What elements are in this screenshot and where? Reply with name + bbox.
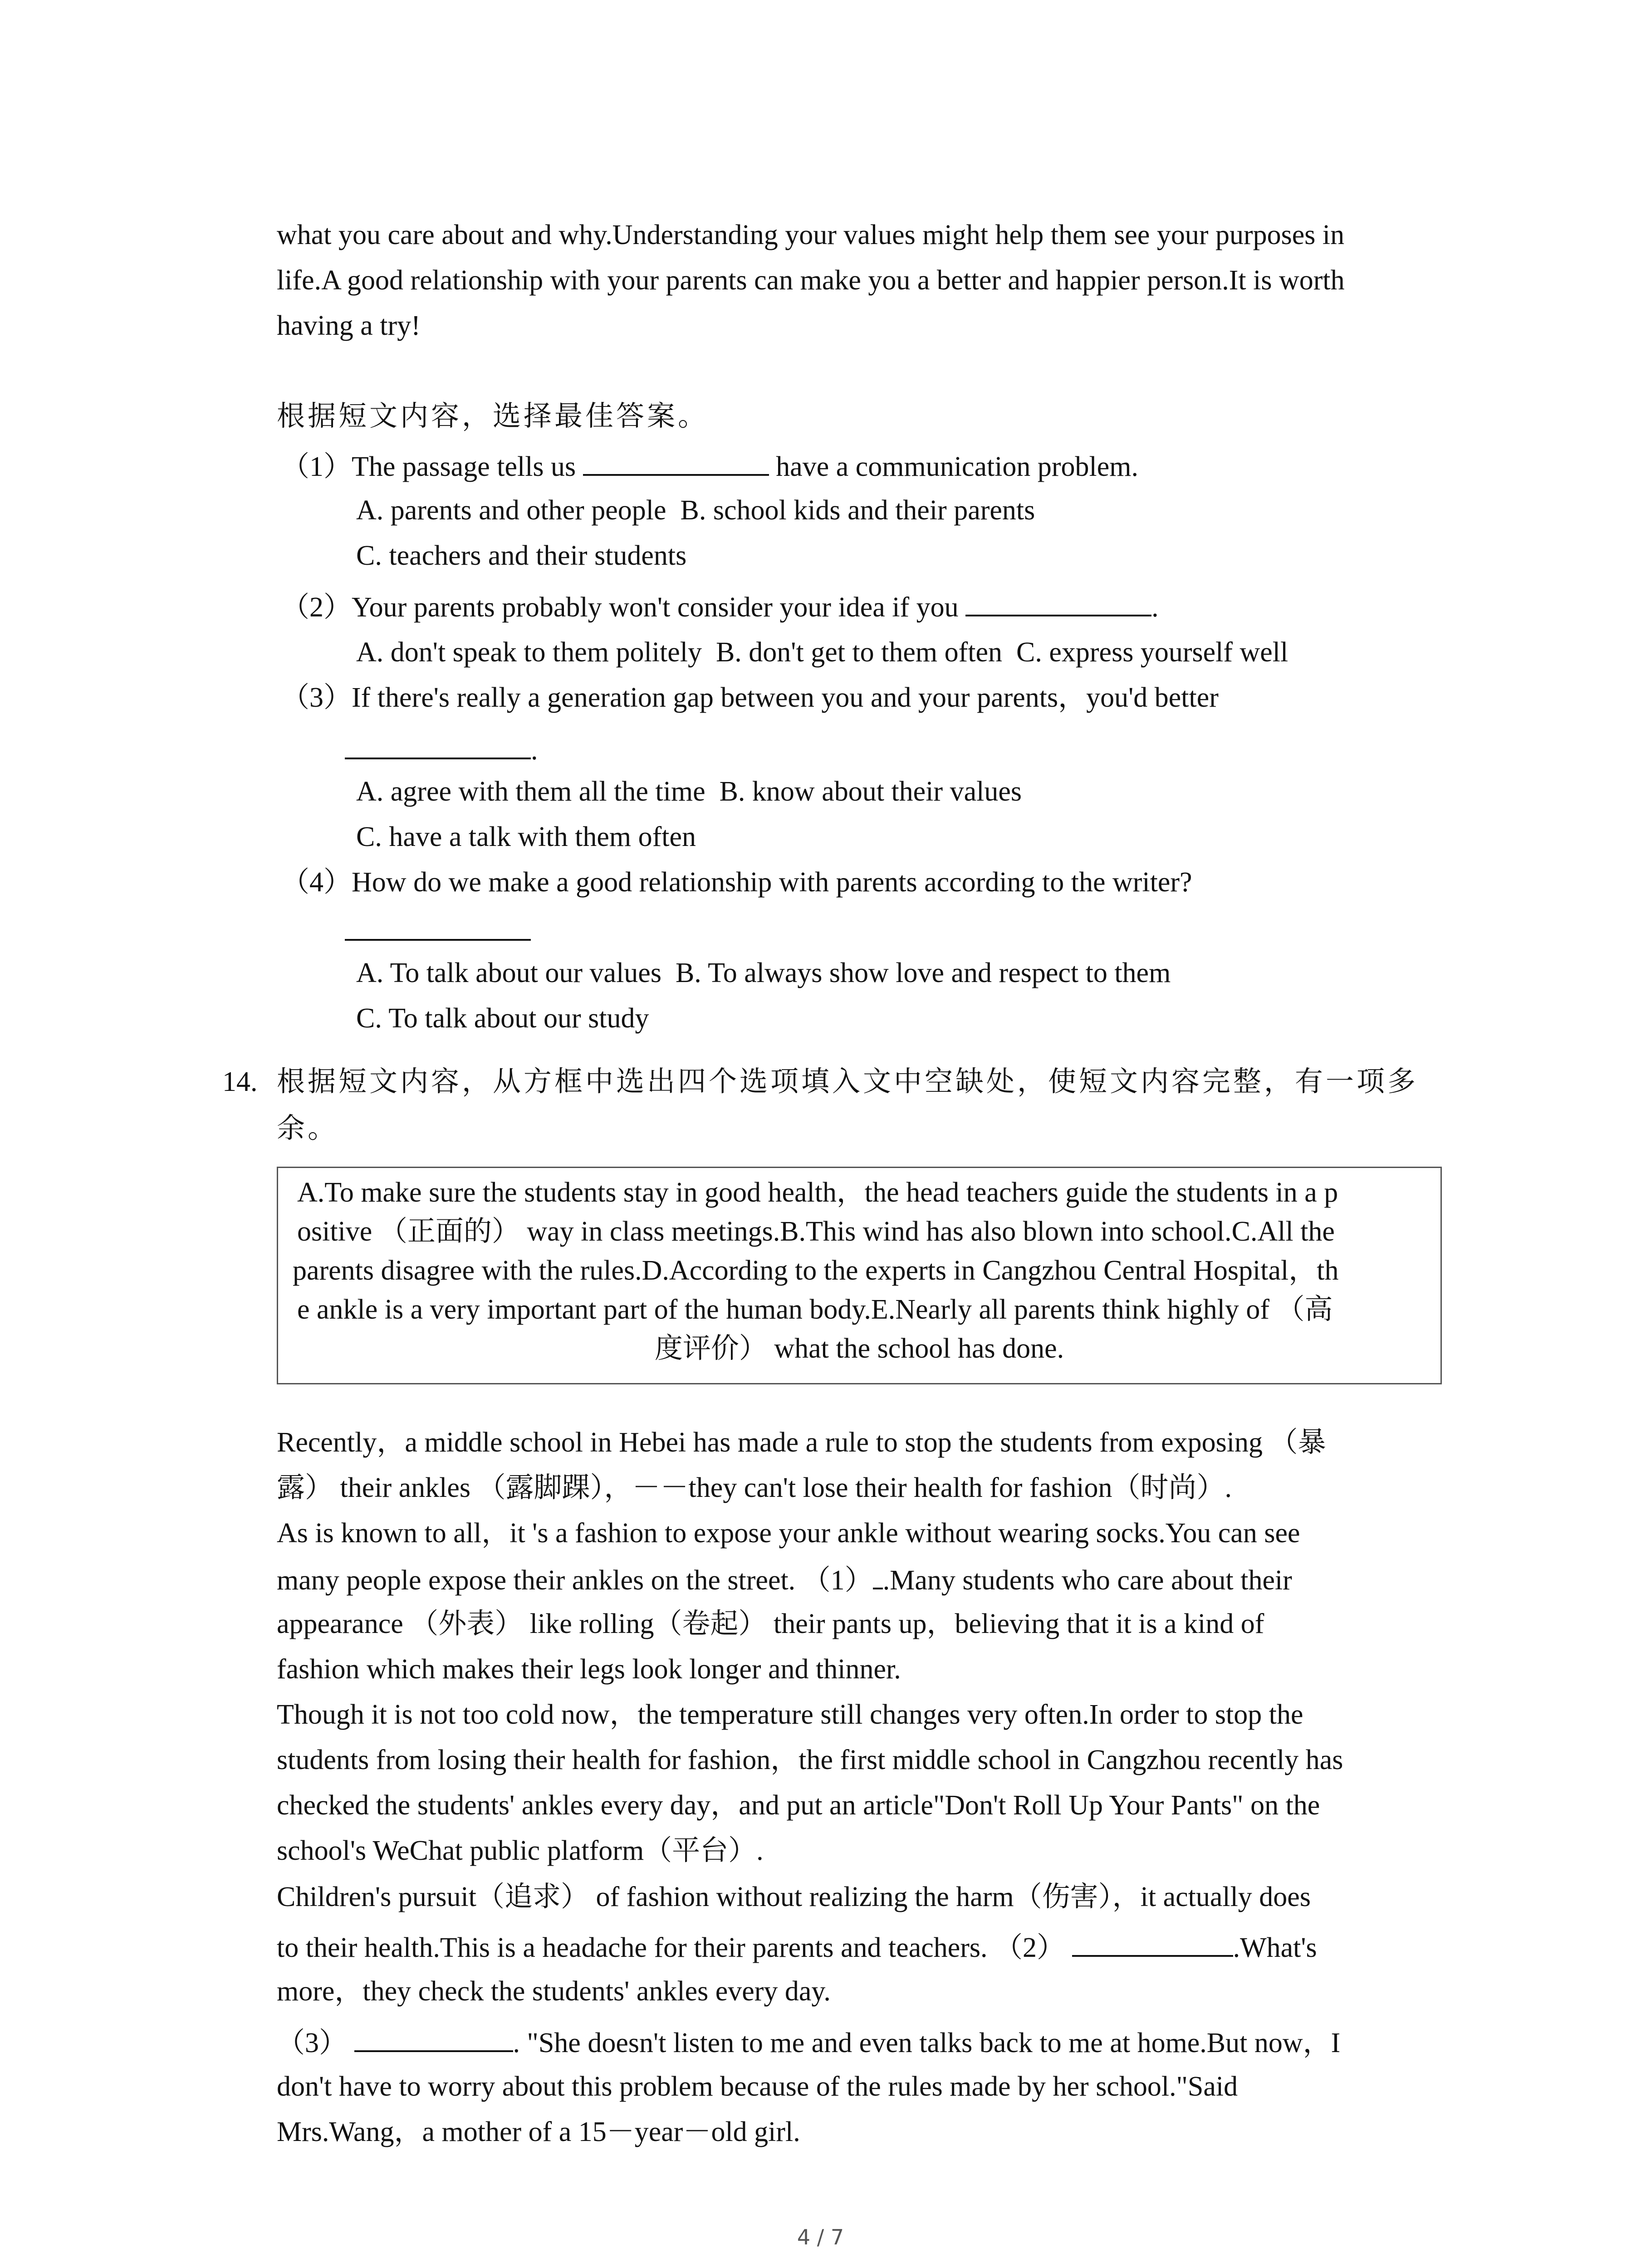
passage-line: fashion which makes their legs look longer and thinner. bbox=[277, 1654, 901, 1685]
passage-line: school's WeChat public platform（平台）. bbox=[277, 1835, 764, 1866]
answer-blank-3[interactable] bbox=[354, 2023, 513, 2052]
passage-line: Though it is not too cold now，the temperature still changes very often.In order to stop the bbox=[277, 1699, 1303, 1730]
passage-text: many people expose their ankles on the street. （1） bbox=[277, 1565, 873, 1596]
passage-line: 露） their ankles （露脚踝），－－they can't lose their health for fashion（时尚）. bbox=[277, 1472, 1232, 1503]
item-stem: Your parents probably won't consider your idea if you bbox=[352, 592, 966, 623]
passage-line bbox=[277, 1560, 1292, 1598]
item-number: （1） bbox=[281, 451, 352, 482]
answer-options: A. don't speak to them politely B. don't get to them often C. express yourself well bbox=[356, 637, 1288, 668]
passage-line: more，they check the students' ankles every day. bbox=[277, 1976, 831, 2007]
item-number: （3） bbox=[281, 682, 352, 713]
item-number: （2） bbox=[281, 592, 352, 623]
passage-text: （3） bbox=[277, 2028, 354, 2058]
options-box-line: e ankle is a very important part of the human body.E.Nearly all parents think highly of （高 bbox=[297, 1294, 1333, 1325]
question-item-3-blank-line bbox=[345, 730, 538, 768]
options-box-line: parents disagree with the rules.D.According to the experts in Cangzhou Central Hospital，th bbox=[293, 1255, 1339, 1286]
passage-line bbox=[277, 1928, 1317, 1966]
passage-line: don't have to worry about this problem because of the rules made by her school."Said bbox=[277, 2071, 1238, 2102]
answer-blank[interactable] bbox=[345, 730, 531, 759]
item-stem: The passage tells us bbox=[352, 451, 583, 482]
answer-blank[interactable] bbox=[583, 447, 769, 476]
question-number: 14. bbox=[222, 1066, 258, 1097]
question-item-1 bbox=[281, 447, 1138, 485]
passage-line: appearance （外表） like rolling（卷起） their pants up，believing that it is a kind of bbox=[277, 1608, 1264, 1639]
options-box bbox=[277, 1167, 1442, 1384]
answer-blank[interactable] bbox=[965, 587, 1151, 616]
question-item-4-blank-line bbox=[345, 912, 531, 950]
passage-line: what you care about and why.Understanding your values might help them see your purposes in bbox=[277, 220, 1345, 250]
passage-text: .Many students who care about their bbox=[882, 1565, 1292, 1596]
question-item-3 bbox=[281, 679, 1219, 716]
passage-line bbox=[277, 2023, 1340, 2061]
passage-line: Mrs.Wang，a mother of a 15－year－old girl. bbox=[277, 2116, 800, 2147]
question-item-2 bbox=[281, 587, 1159, 626]
question-item-4 bbox=[281, 864, 1192, 900]
answer-options: C. teachers and their students bbox=[356, 540, 687, 571]
answer-options: C. To talk about our study bbox=[356, 1003, 649, 1034]
options-box-line: A.To make sure the students stay in good health，the head teachers guide the students in a p bbox=[297, 1177, 1338, 1208]
page-number: 4 / 7 bbox=[797, 2225, 844, 2249]
passage-line: students from losing their health for fashion，the first middle school in Cangzhou recently has bbox=[277, 1745, 1343, 1775]
answer-options: C. have a talk with them often bbox=[356, 821, 696, 852]
question-instruction: 根据短文内容，选择最佳答案。 bbox=[277, 401, 709, 432]
answer-blank[interactable] bbox=[345, 912, 531, 941]
options-box-line: ositive （正面的） way in class meetings.B.This wind has also blown into school.C.All the bbox=[297, 1216, 1335, 1247]
answer-options: A. parents and other people B. school kids and their parents bbox=[356, 495, 1035, 526]
passage-line: having a try! bbox=[277, 310, 421, 341]
options-box-line: 度评价） what the school has done. bbox=[654, 1333, 1064, 1364]
passage-line: life.A good relationship with your parents can make you a better and happier person.It is worth bbox=[277, 265, 1345, 296]
item-number: （4） bbox=[281, 867, 352, 898]
passage-text: .What's bbox=[1233, 1932, 1317, 1963]
question-instruction: 余。 bbox=[277, 1113, 339, 1144]
answer-blank-2[interactable] bbox=[1072, 1928, 1233, 1957]
passage-line: Recently，a middle school in Hebei has made a rule to stop the students from exposing （暴 bbox=[277, 1427, 1326, 1458]
item-stem: . bbox=[1151, 592, 1159, 623]
answer-blank-1[interactable] bbox=[873, 1560, 883, 1589]
passage-text: . "She doesn't listen to me and even talks back to me at home.But now，I bbox=[513, 2028, 1341, 2058]
item-stem: . bbox=[531, 735, 538, 766]
passage-line: Children's pursuit（追求） of fashion without realizing the harm（伤害），it actually does bbox=[277, 1882, 1311, 1912]
passage-text: to their health.This is a headache for their parents and teachers. （2） bbox=[277, 1932, 1072, 1963]
answer-options: A. To talk about our values B. To always show love and respect to them bbox=[356, 958, 1171, 988]
item-stem: If there's really a generation gap between you and your parents，you'd better bbox=[352, 682, 1219, 713]
passage-line: As is known to all，it 's a fashion to expose your ankle without wearing socks.You can see bbox=[277, 1518, 1300, 1549]
question-instruction: 根据短文内容，从方框中选出四个选项填入文中空缺处，使短文内容完整，有一项多 bbox=[277, 1066, 1419, 1097]
item-stem: have a communication problem. bbox=[769, 451, 1139, 482]
answer-options: A. agree with them all the time B. know about their values bbox=[356, 776, 1022, 807]
item-stem: How do we make a good relationship with parents according to the writer? bbox=[352, 867, 1192, 898]
passage-line: checked the students' ankles every day，and put an article"Don't Roll Up Your Pants" on the bbox=[277, 1790, 1320, 1821]
